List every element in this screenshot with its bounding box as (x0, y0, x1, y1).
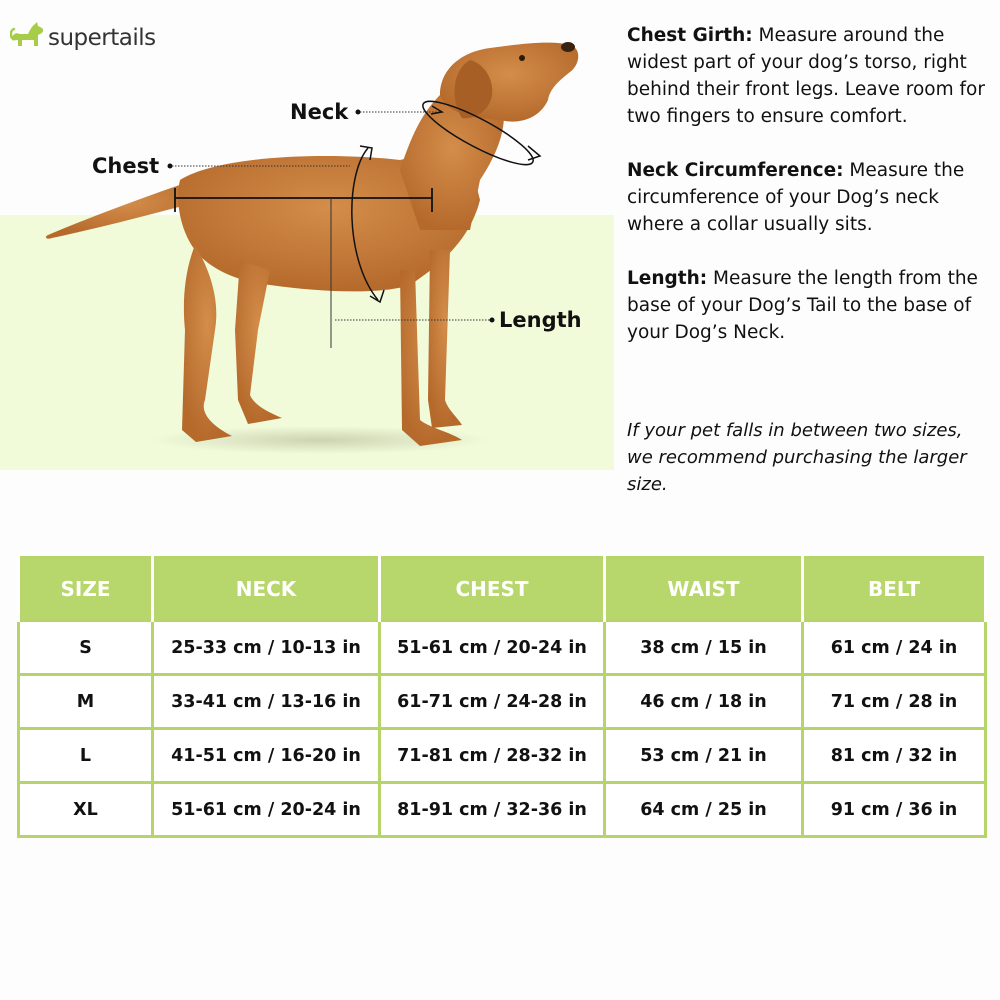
cell-belt: 61 cm / 24 in (803, 621, 986, 675)
dog-nose (561, 42, 575, 52)
cell-chest: 81-91 cm / 32-36 in (380, 783, 605, 837)
chest-instruction-text: Measure around the widest part of your dog’s torso, right behind their front legs. Leave room for two fingers to ensure comfort. (627, 25, 985, 127)
size-recommendation-note: If your pet falls in between two sizes, we recommend purchasing the larger size. (627, 420, 967, 495)
cell-chest: 71-81 cm / 28-32 in (380, 729, 605, 783)
size-chart-table (17, 556, 987, 838)
table-header-row (19, 558, 986, 621)
header-chest: CHEST (380, 558, 605, 621)
neck-label: Neck (290, 100, 349, 124)
chest-instruction (627, 22, 992, 130)
cell-size: S (19, 621, 153, 675)
cell-size: M (19, 675, 153, 729)
dog-measurement-diagram (0, 0, 614, 470)
cell-waist: 38 cm / 15 in (605, 621, 803, 675)
table-row (19, 675, 986, 729)
cell-neck: 33-41 cm / 13-16 in (153, 675, 380, 729)
cell-waist: 53 cm / 21 in (605, 729, 803, 783)
brand-name-part2: tails (110, 25, 156, 51)
neck-instruction-title: Neck Circumference: (627, 160, 844, 181)
header-waist: WAIST (605, 558, 803, 621)
table-row (19, 621, 986, 675)
cell-waist: 46 cm / 18 in (605, 675, 803, 729)
cell-belt: 91 cm / 36 in (803, 783, 986, 837)
neck-instruction (627, 157, 992, 238)
table-row (19, 783, 986, 837)
length-instruction-title: Length: (627, 268, 708, 289)
cell-size: L (19, 729, 153, 783)
cell-size: XL (19, 783, 153, 837)
cell-neck: 51-61 cm / 20-24 in (153, 783, 380, 837)
length-instruction (627, 265, 992, 346)
brand-name-part1: super (48, 25, 111, 51)
cell-neck: 25-33 cm / 10-13 in (153, 621, 380, 675)
measurement-instructions (627, 22, 992, 373)
chest-instruction-title: Chest Girth: (627, 25, 753, 46)
chest-label: Chest (92, 154, 160, 178)
dog-eye (519, 55, 525, 61)
header-neck: NECK (153, 558, 380, 621)
neck-instruction-text: Measure the circumference of your Dog’s neck where a collar usually sits. (627, 160, 965, 235)
cell-neck: 41-51 cm / 16-20 in (153, 729, 380, 783)
length-instruction-text: Measure the length from the base of your Dog’s Tail to the base of your Dog’s Neck. (627, 268, 978, 343)
cell-chest: 51-61 cm / 20-24 in (380, 621, 605, 675)
table-row (19, 729, 986, 783)
cell-waist: 64 cm / 25 in (605, 783, 803, 837)
header-size: SIZE (19, 558, 153, 621)
length-label: Length (499, 308, 582, 332)
cell-belt: 71 cm / 28 in (803, 675, 986, 729)
cell-belt: 81 cm / 32 in (803, 729, 986, 783)
header-belt: BELT (803, 558, 986, 621)
cell-chest: 61-71 cm / 24-28 in (380, 675, 605, 729)
